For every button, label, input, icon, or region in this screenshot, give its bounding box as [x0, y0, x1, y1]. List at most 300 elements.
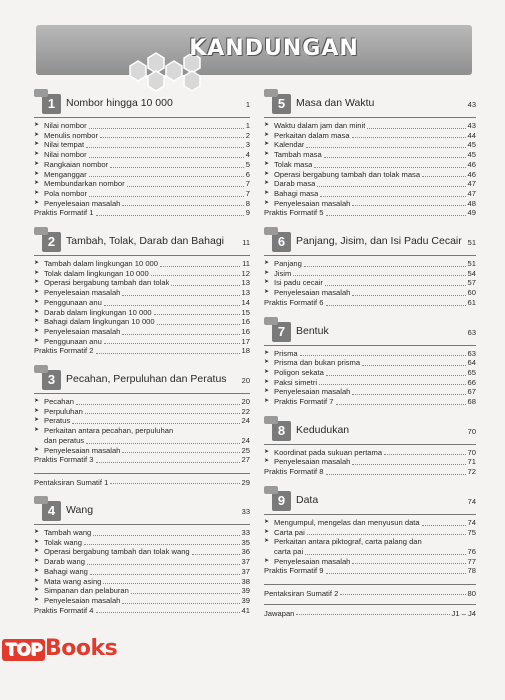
- arrow-bullet-icon: ➤: [264, 170, 270, 177]
- toc-entry: [34, 436, 250, 446]
- divider: [264, 514, 476, 515]
- toc-entry-label: Praktis Formatif 1: [34, 208, 94, 218]
- toc-entry-label: Operasi bergabung tambah dan tolak: [44, 278, 170, 288]
- arrow-bullet-icon: ➤: [264, 388, 270, 395]
- arrow-bullet-icon: ➤: [264, 151, 270, 158]
- toc-entry-label: Kalendar: [274, 140, 305, 150]
- toc-entry-label: Praktis Formatif 6: [264, 297, 324, 307]
- toc-entry-label: Penyelesaian masalah: [44, 288, 121, 298]
- arrow-bullet-icon: ➤: [264, 518, 270, 525]
- toc-entry: [34, 259, 250, 269]
- toc-entry: [34, 298, 250, 308]
- toc-entry-page: 39: [241, 586, 250, 596]
- toc-entry: [34, 538, 250, 548]
- toc-entry-page: 44: [467, 130, 476, 140]
- toc-entry-page: 72: [467, 467, 476, 477]
- unit-number-badge: 7: [272, 322, 291, 342]
- toc-entry: [264, 378, 476, 388]
- toc-entry-label: Penyelesaian masalah: [44, 326, 121, 336]
- toc-entry: [34, 150, 250, 160]
- arrow-bullet-icon: ➤: [34, 596, 40, 603]
- toc-entry-page: 70: [467, 447, 476, 457]
- arrow-bullet-icon: ➤: [34, 538, 40, 545]
- divider: [264, 444, 476, 445]
- unit-page: 11: [242, 238, 250, 248]
- toc-entry: [264, 179, 476, 189]
- formatif-entry: [34, 455, 250, 465]
- unit-heading: [264, 487, 476, 511]
- toc-entry-page: 60: [467, 288, 476, 298]
- toc-entry-page: 13: [241, 278, 250, 288]
- toc-entry-label: Penyelesaian masalah: [274, 288, 351, 298]
- toc-entry-label: Praktis Formatif 2: [34, 346, 94, 356]
- arrow-bullet-icon: ➤: [264, 398, 270, 405]
- toc-entry-label: Tolak wang: [44, 537, 82, 547]
- arrow-bullet-icon: ➤: [34, 417, 40, 424]
- toc-entry-label: Penggunaan anu: [44, 336, 102, 346]
- toc-entry-page: 27: [241, 455, 250, 465]
- arrow-bullet-icon: ➤: [264, 199, 270, 206]
- toc-entry-label: Poligon sekata: [274, 367, 324, 377]
- toc-entry-label: Penyelesaian masalah: [274, 387, 351, 397]
- formatif-entry: [264, 298, 476, 308]
- title-banner: [36, 25, 472, 75]
- toc-entry-page: 22: [241, 406, 250, 416]
- divider: [264, 345, 476, 346]
- toc-entry-page: 16: [241, 317, 250, 327]
- unit-number-badge: 3: [42, 370, 61, 390]
- arrow-bullet-icon: ➤: [34, 558, 40, 565]
- toc-entry-page: 49: [467, 208, 476, 218]
- toc-entry-label: Perkaitan antara pecahan, perpuluhan: [44, 426, 174, 436]
- arrow-bullet-icon: ➤: [34, 260, 40, 267]
- toc-entry-page: 36: [241, 547, 250, 557]
- unit-2: [34, 228, 250, 356]
- arrow-bullet-icon: ➤: [264, 289, 270, 296]
- toc-entry-label: Perkaitan antara piktograf, carta palang dan: [274, 537, 422, 547]
- toc-entry-label: Pecahan: [44, 397, 74, 407]
- unit-heading: [34, 497, 250, 521]
- divider: [264, 255, 476, 256]
- toc-entry-page: 65: [467, 367, 476, 377]
- toc-entry-label: Carta pai: [274, 527, 305, 537]
- toc-entry-page: 46: [467, 159, 476, 169]
- jawapan-entry: Jawapan J1 – J4: [264, 604, 476, 618]
- toc-entry-page: 51: [467, 259, 476, 269]
- toc-entry-label: Nilai tempat: [44, 140, 85, 150]
- arrow-bullet-icon: ➤: [34, 269, 40, 276]
- toc-entry-label: Isi padu cecair: [274, 278, 323, 288]
- unit-number-badge: 1: [42, 94, 61, 114]
- toc-entry-label: Perpuluhan: [44, 406, 83, 416]
- unit-title: Pecahan, Perpuluhan dan Peratus: [66, 373, 227, 386]
- unit-number-badge: 5: [272, 94, 291, 114]
- toc-entry: [264, 368, 476, 378]
- toc-entry: [264, 121, 476, 131]
- arrow-bullet-icon: ➤: [34, 289, 40, 296]
- toc-entry: [34, 317, 250, 327]
- toc-entry: [264, 170, 476, 180]
- toc-entry: [264, 457, 476, 467]
- toc-entry-page: 7: [245, 188, 250, 198]
- arrow-bullet-icon: ➤: [264, 557, 270, 564]
- unit-page: 74: [467, 496, 476, 506]
- unit-heading: [264, 90, 476, 114]
- toc-entry-page: 71: [467, 457, 476, 467]
- toc-entry-page: 78: [467, 566, 476, 576]
- toc-entry: [34, 577, 250, 587]
- toc-entry-label: Darab wang: [44, 557, 85, 567]
- toc-entry-label: Perkaitan dalam masa: [274, 130, 350, 140]
- toc-entry-page: 2: [245, 130, 250, 140]
- toc-entry-page: 24: [241, 435, 250, 445]
- toc-entry-page: 47: [467, 188, 476, 198]
- unit-title: Data: [296, 493, 319, 506]
- toc-entry-label: Tambah masa: [274, 150, 322, 160]
- toc-entry: [34, 179, 250, 189]
- toc-entry-page: 75: [467, 527, 476, 537]
- toc-entry: [264, 199, 476, 209]
- toc-entry: [34, 160, 250, 170]
- toc-entry-label: Simpanan dan pelaburan: [44, 586, 129, 596]
- toc-entry: [264, 518, 476, 528]
- unit-page: 20: [241, 376, 250, 386]
- unit-1: [34, 90, 250, 218]
- toc-entry-label: Mengumpul, mengelas dan menyusun data: [274, 517, 420, 527]
- toc-entry-page: 45: [467, 140, 476, 150]
- unit-page: 70: [467, 426, 476, 436]
- arrow-bullet-icon: ➤: [34, 199, 40, 206]
- sumatif-1-entry: Pentaksiran Sumatif 1 29: [34, 473, 250, 487]
- arrow-bullet-icon: ➤: [264, 160, 270, 167]
- formatif-entry: [264, 467, 476, 477]
- toc-entry-page: 4: [245, 150, 250, 160]
- unit-number-badge: 8: [272, 421, 291, 441]
- toc-entry-label: Praktis Formatif 8: [264, 467, 324, 477]
- toc-entry-label: Penyelesaian masalah: [44, 595, 121, 605]
- toc-entry-label: Prisma dan bukan prisma: [274, 358, 361, 368]
- toc-entry-label: Praktis Formatif 9: [264, 566, 324, 576]
- toc-entry-label: Praktis Formatif 3: [34, 455, 94, 465]
- toc-entry-page: 74: [467, 517, 476, 527]
- arrow-bullet-icon: ➤: [34, 548, 40, 555]
- toc-entry: [264, 397, 476, 407]
- divider: [34, 117, 250, 118]
- toc-entry-page: 6: [245, 169, 250, 179]
- toc-entry-page: 64: [467, 358, 476, 368]
- toc-entry-label: Praktis Formatif 5: [264, 208, 324, 218]
- unit-heading: [264, 228, 476, 252]
- toc-entry-label: Waktu dalam jam dan minit: [274, 121, 366, 130]
- toc-entry: [34, 308, 250, 318]
- toc-entry-page: 20: [241, 397, 250, 407]
- formatif-entry: [34, 606, 250, 616]
- toc-entry-label: Menulis nombor: [44, 130, 99, 140]
- unit-title: Kedudukan: [296, 423, 350, 436]
- page-title: KANDUNGAN: [189, 36, 359, 61]
- arrow-bullet-icon: ➤: [264, 359, 270, 366]
- unit-page: 33: [241, 506, 250, 516]
- arrow-bullet-icon: ➤: [34, 170, 40, 177]
- arrow-bullet-icon: ➤: [34, 587, 40, 594]
- arrow-bullet-icon: ➤: [264, 349, 270, 356]
- unit-page: 43: [467, 100, 476, 109]
- toc-entry: [34, 416, 250, 426]
- sumatif-2-entry: Pentaksiran Sumatif 2 80: [264, 584, 476, 598]
- divider: [34, 524, 250, 525]
- arrow-bullet-icon: ➤: [264, 279, 270, 286]
- toc-entry-label: Jisim: [274, 268, 292, 278]
- toc-entry-label: Penyelesaian masalah: [274, 556, 351, 566]
- toc-entry-page: 15: [241, 307, 250, 317]
- toc-entry-label: carta pai: [274, 546, 304, 556]
- arrow-bullet-icon: ➤: [34, 151, 40, 158]
- toc-entry-label: Bahagi wang: [44, 566, 88, 576]
- toc-entry: [34, 131, 250, 141]
- right-column: [264, 90, 476, 618]
- toc-entry: [34, 528, 250, 538]
- arrow-bullet-icon: ➤: [34, 327, 40, 334]
- toc-entry-page: 14: [241, 297, 250, 307]
- toc-entry-label: Tolak masa: [274, 159, 313, 169]
- toc-entry-label: Tambah dalam lingkungan 10 000: [44, 259, 158, 269]
- arrow-bullet-icon: ➤: [34, 528, 40, 535]
- unit-7: [264, 318, 476, 407]
- toc-entry-page: 3: [245, 140, 250, 150]
- toc-entry-page: 67: [467, 387, 476, 397]
- unit-6: [264, 228, 476, 308]
- toc-entry: [34, 199, 250, 209]
- arrow-bullet-icon: ➤: [34, 122, 40, 128]
- toc-entry-page: 45: [467, 150, 476, 160]
- divider: [264, 117, 476, 118]
- toc-entry-page: 39: [241, 595, 250, 605]
- unit-number-badge: 6: [272, 232, 291, 252]
- arrow-bullet-icon: ➤: [34, 180, 40, 187]
- toc-entry-page: 54: [467, 268, 476, 278]
- toc-entry: [34, 278, 250, 288]
- arrow-bullet-icon: ➤: [34, 567, 40, 574]
- formatif-entry: [34, 346, 250, 356]
- toc-entry: [264, 557, 476, 567]
- toc-entry-page: 8: [245, 198, 250, 208]
- unit-title: Tambah, Tolak, Darab dan Bahagi: [66, 235, 224, 248]
- toc-entry-label: Penyelesaian masalah: [274, 198, 351, 208]
- toc-entry-page: 61: [467, 297, 476, 307]
- arrow-bullet-icon: ➤: [264, 378, 270, 385]
- toc-entry-label: Penyelesaian masalah: [44, 198, 121, 208]
- unit-heading: [34, 90, 250, 114]
- toc-entry: [264, 387, 476, 397]
- arrow-bullet-icon: ➤: [34, 577, 40, 584]
- toc-entry: [34, 596, 250, 606]
- toc-entry: [264, 259, 476, 269]
- divider: [34, 393, 250, 394]
- arrow-bullet-icon: ➤: [34, 318, 40, 325]
- toc-entry-page: 9: [245, 208, 250, 218]
- toc-entry-page: 63: [467, 348, 476, 358]
- toc-entry-page: 41: [241, 605, 250, 615]
- toc-entry-page: 57: [467, 278, 476, 288]
- arrow-bullet-icon: ➤: [264, 131, 270, 138]
- arrow-bullet-icon: ➤: [264, 528, 270, 535]
- arrow-bullet-icon: ➤: [34, 189, 40, 196]
- toc-entry-page: 66: [467, 377, 476, 387]
- toc-entry-page: 13: [241, 288, 250, 298]
- arrow-bullet-icon: ➤: [34, 337, 40, 344]
- toc-entry-page: 33: [241, 527, 250, 537]
- arrow-bullet-icon: ➤: [264, 458, 270, 465]
- toc-entry-label: Bahagi dalam lingkungan 10 000: [44, 317, 155, 327]
- toc-entry-page: 1: [245, 121, 250, 130]
- toc-entry: [264, 150, 476, 160]
- toc-entry: [34, 586, 250, 596]
- left-column: [34, 90, 250, 615]
- toc-entry: [34, 327, 250, 337]
- toc-entry-page: 12: [241, 268, 250, 278]
- toc-entry-page: 18: [241, 346, 250, 356]
- formatif-entry: [264, 566, 476, 576]
- toc-entry-label: Koordinat pada sukuan pertama: [274, 447, 383, 457]
- toc-entry: [264, 528, 476, 538]
- unit-page: 51: [467, 238, 476, 248]
- arrow-bullet-icon: ➤: [264, 260, 270, 267]
- toc-entry-label: Panjang: [274, 259, 302, 269]
- toc-entry-label: Nilai nombor: [44, 121, 87, 130]
- toc-entry: [34, 269, 250, 279]
- toc-entry: [34, 288, 250, 298]
- toc-entry: [264, 448, 476, 458]
- toc-entry: [264, 358, 476, 368]
- toc-entry-label: Prisma: [274, 348, 298, 358]
- toc-entry: [34, 140, 250, 150]
- unit-8: [264, 417, 476, 477]
- arrow-bullet-icon: ➤: [264, 538, 270, 545]
- toc-entry-page: 25: [241, 445, 250, 455]
- toc-entry-page: 76: [467, 546, 476, 556]
- toc-entry-page: 24: [241, 416, 250, 426]
- toc-entry-label: Darab dalam lingkungan 10 000: [44, 307, 152, 317]
- unit-page: 1: [245, 100, 250, 109]
- toc-entry: [34, 121, 250, 131]
- toc-entry-label: Nilai nombor: [44, 150, 87, 160]
- toc-entry: [34, 337, 250, 347]
- arrow-bullet-icon: ➤: [34, 446, 40, 453]
- toc-entry: [34, 189, 250, 199]
- toc-entry-page: 37: [241, 557, 250, 567]
- toc-entry-label: dan peratus: [44, 435, 85, 445]
- toc-entry-page: 5: [245, 159, 250, 169]
- arrow-bullet-icon: ➤: [34, 308, 40, 315]
- arrow-bullet-icon: ➤: [34, 407, 40, 414]
- unit-heading: [34, 366, 250, 390]
- toc-entry: [264, 547, 476, 557]
- toc-entry-label: Menganggar: [44, 169, 87, 179]
- toc-entry: [34, 170, 250, 180]
- formatif-entry: [264, 208, 476, 218]
- arrow-bullet-icon: ➤: [34, 298, 40, 305]
- toc-entry: [264, 349, 476, 359]
- toc-entry-page: 77: [467, 556, 476, 566]
- arrow-bullet-icon: ➤: [34, 131, 40, 138]
- unit-heading: [264, 417, 476, 441]
- unit-number-badge: 2: [42, 232, 61, 252]
- toc-entry-label: Pola nombor: [44, 188, 88, 198]
- formatif-entry: [34, 208, 250, 218]
- unit-heading: [34, 228, 250, 252]
- toc-entry-label: Peratus: [44, 416, 71, 426]
- toc-entry: [264, 537, 476, 547]
- toc-entry: [34, 547, 250, 557]
- toc-entry-label: Tolak dalam lingkungan 10 000: [44, 268, 149, 278]
- toc-entry-label: Penyelesaian masalah: [44, 445, 121, 455]
- arrow-bullet-icon: ➤: [264, 180, 270, 187]
- unit-title: Panjang, Jisim, dan Isi Padu Cecair: [296, 235, 462, 248]
- toc-entry-label: Paksi simetri: [274, 377, 318, 387]
- toc-entry-label: Darab masa: [274, 179, 316, 189]
- arrow-bullet-icon: ➤: [34, 160, 40, 167]
- toc-entry-label: Praktis Formatif 7: [274, 397, 334, 407]
- unit-title: Masa dan Waktu: [296, 97, 375, 109]
- toc-entry-page: 38: [241, 576, 250, 586]
- arrow-bullet-icon: ➤: [264, 189, 270, 196]
- toc-entry-label: Penggunaan anu: [44, 297, 102, 307]
- toc-entry: [34, 567, 250, 577]
- toc-entry: [34, 426, 250, 436]
- toc-entry: [264, 140, 476, 150]
- toc-entry: [264, 160, 476, 170]
- unit-5: [264, 90, 476, 218]
- toc-entry-page: 17: [241, 336, 250, 346]
- toc-entry-label: Operasi bergabung tambah dan tolak wang: [44, 547, 190, 557]
- unit-page: 63: [467, 327, 476, 337]
- unit-3: [34, 366, 250, 465]
- arrow-bullet-icon: ➤: [34, 141, 40, 148]
- toc-entry-page: 47: [467, 179, 476, 189]
- unit-9: [264, 487, 476, 576]
- toc-entry-label: Membundarkan nombor: [44, 179, 125, 189]
- toc-entry-page: 43: [467, 121, 476, 130]
- divider: [34, 255, 250, 256]
- arrow-bullet-icon: ➤: [264, 448, 270, 455]
- unit-title: Wang: [66, 503, 94, 516]
- toc-entry-page: 68: [467, 397, 476, 407]
- unit-number-badge: 4: [42, 501, 61, 521]
- toc-entry-label: Operasi bergabung tambah dan tolak masa: [274, 169, 421, 179]
- unit-number-badge: 9: [272, 491, 291, 511]
- toc-entry-page: 11: [242, 259, 250, 269]
- toc-entry: [34, 407, 250, 417]
- arrow-bullet-icon: ➤: [264, 269, 270, 276]
- toc-entry-page: 35: [241, 537, 250, 547]
- toc-entry-page: 7: [245, 179, 250, 189]
- toc-entry: [264, 269, 476, 279]
- toc-entry: [34, 557, 250, 567]
- toc-entry: [264, 278, 476, 288]
- unit-title: Bentuk: [296, 324, 329, 337]
- arrow-bullet-icon: ➤: [264, 122, 270, 128]
- toc-entry-page: 16: [241, 326, 250, 336]
- toc-entry: [34, 397, 250, 407]
- arrow-bullet-icon: ➤: [264, 368, 270, 375]
- arrow-bullet-icon: ➤: [34, 398, 40, 405]
- unit-heading: [264, 318, 476, 342]
- arrow-bullet-icon: ➤: [264, 141, 270, 148]
- unit-4: [34, 497, 250, 615]
- toc-entry-label: Penyelesaian masalah: [274, 457, 351, 467]
- arrow-bullet-icon: ➤: [34, 279, 40, 286]
- toc-entry-page: 37: [241, 566, 250, 576]
